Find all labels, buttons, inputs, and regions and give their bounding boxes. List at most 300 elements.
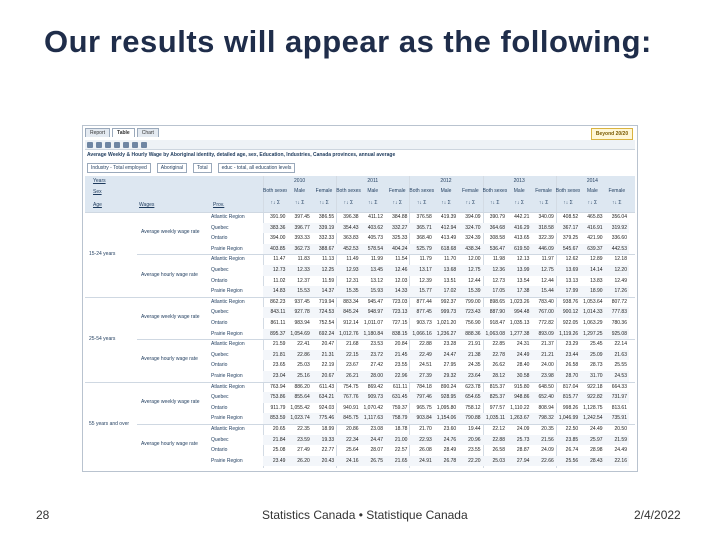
data-cell: 1,236.27 xyxy=(436,330,457,337)
data-cell: 1,180.84 xyxy=(363,330,383,337)
print-icon[interactable] xyxy=(96,142,102,148)
province-label: Atlantic Region xyxy=(211,214,245,220)
data-cell: 13.83 xyxy=(590,277,603,284)
data-cell: 825.37 xyxy=(489,394,505,401)
sort-control[interactable]: ↑↓ Σ xyxy=(587,200,598,206)
data-table-screenshot xyxy=(82,125,638,472)
data-cell: 13.54 xyxy=(516,277,530,284)
data-cell: 23.55 xyxy=(394,362,408,369)
data-cell: 12.31 xyxy=(346,277,359,284)
sort-control[interactable]: ↑↓ Σ xyxy=(270,200,280,206)
data-cell: 815.37 xyxy=(489,383,505,390)
age-group-label: 55 years and over xyxy=(89,421,130,427)
data-cell: 14.83 xyxy=(272,288,286,295)
province-label: Quebec xyxy=(211,267,229,273)
aboriginal-filter[interactable]: Aboriginal xyxy=(157,163,187,173)
data-cell: 11.13 xyxy=(322,256,335,263)
wage-type-label: Average weekly wage rate xyxy=(141,398,200,405)
data-cell: 753.86 xyxy=(270,394,286,401)
data-cell: 21.91 xyxy=(468,341,481,348)
group-divider xyxy=(205,212,635,213)
data-cell: 442.21 xyxy=(514,214,530,220)
chart-icon[interactable] xyxy=(132,142,138,148)
data-cell: 405.73 xyxy=(367,235,383,242)
data-cell: 22.77 xyxy=(321,447,335,454)
footer-source: Statistics Canada • Statistique Canada xyxy=(262,508,468,522)
data-cell: 724.53 xyxy=(318,309,335,316)
data-cell: 26.21 xyxy=(346,373,359,379)
data-cell: 28.73 xyxy=(590,362,603,369)
data-cell: 1,046.99 xyxy=(558,415,579,422)
data-cell: 652.40 xyxy=(538,394,554,401)
data-cell: 12.33 xyxy=(297,267,310,273)
data-cell: 948.97 xyxy=(367,309,383,316)
data-cell: 895.37 xyxy=(270,330,286,337)
data-cell: 416.91 xyxy=(587,224,603,231)
data-cell: 664.33 xyxy=(611,383,627,390)
data-grid xyxy=(85,176,635,468)
sex-subheader[interactable]: Male xyxy=(513,188,525,194)
wage-header-label[interactable]: Wages xyxy=(139,202,155,208)
data-cell: 12.46 xyxy=(394,267,408,273)
data-cell: 24.53 xyxy=(614,373,627,379)
data-cell: 1,066.16 xyxy=(412,330,432,337)
data-cell: 403.62 xyxy=(367,224,383,231)
data-cell: 404.24 xyxy=(392,245,408,252)
data-cell: 12.20 xyxy=(614,267,627,273)
total-filter[interactable]: Total xyxy=(193,163,212,173)
data-cell: 396.77 xyxy=(294,224,310,231)
data-cell: 336.60 xyxy=(611,235,627,242)
sex-subheader[interactable]: Both sexes xyxy=(482,188,507,194)
data-cell: 21.31 xyxy=(321,351,335,358)
data-cell: 11.49 xyxy=(346,256,359,263)
data-cell: 23.85 xyxy=(565,436,579,443)
data-cell: 1,242.54 xyxy=(583,415,603,422)
data-cell: 998.26 xyxy=(562,404,579,411)
data-cell: 845.24 xyxy=(343,309,359,316)
data-cell: 887.90 xyxy=(489,309,505,316)
data-cell: 23.64 xyxy=(468,373,481,379)
data-cell: 22.88 xyxy=(419,341,432,348)
data-cell: 20.35 xyxy=(541,426,554,432)
data-cell: 545.67 xyxy=(562,245,579,252)
wage-type-label: Average hourly wage rate xyxy=(141,356,198,363)
province-label: Prairie Region xyxy=(211,415,243,422)
data-cell: 31.70 xyxy=(590,373,603,379)
data-cell: 15.44 xyxy=(541,288,554,295)
data-cell: 12.37 xyxy=(297,277,310,284)
slide-date: 2/4/2022 xyxy=(634,508,681,522)
wage-divider xyxy=(137,424,205,425)
save-icon[interactable] xyxy=(87,142,93,148)
sex-subheader[interactable]: Female xyxy=(462,188,479,194)
sex-subheader[interactable]: Female xyxy=(535,188,552,194)
data-cell: 28.00 xyxy=(370,373,383,379)
data-cell: 354.43 xyxy=(343,224,359,231)
data-cell: 1,070.42 xyxy=(363,404,383,411)
group-divider xyxy=(205,254,635,255)
data-cell: 23.29 xyxy=(565,341,579,348)
data-cell: 727.15 xyxy=(392,320,408,326)
sort-control[interactable]: ↑↓ Σ xyxy=(416,200,427,206)
data-cell: 25.45 xyxy=(590,341,603,348)
data-cell: 11.02 xyxy=(273,277,286,284)
data-cell: 24.00 xyxy=(541,362,554,369)
data-cell: 362.73 xyxy=(294,245,310,252)
data-cell: 14.33 xyxy=(394,288,408,295)
data-cell: 24.49 xyxy=(590,426,603,432)
province-label: Atlantic Region xyxy=(211,298,245,305)
data-cell: 639.37 xyxy=(587,245,603,252)
sort-control[interactable]: ↑↓ Σ xyxy=(294,200,305,206)
data-cell: 22.93 xyxy=(419,436,432,443)
data-cell: 11.83 xyxy=(297,256,310,263)
wage-type-label: Average hourly wage rate xyxy=(141,271,198,278)
data-cell: 28.87 xyxy=(516,447,530,454)
data-cell: 12.18 xyxy=(614,256,627,263)
data-cell: 12.75 xyxy=(541,267,554,273)
year-header[interactable]: 2011 xyxy=(367,178,379,184)
data-cell: 325.33 xyxy=(392,235,408,242)
data-cell: 465.83 xyxy=(587,214,603,220)
dimension-filters xyxy=(87,163,295,173)
data-cell: 388.67 xyxy=(318,245,335,252)
data-cell: 877.45 xyxy=(416,309,432,316)
data-cell: 12.44 xyxy=(468,277,481,284)
data-cell: 22.49 xyxy=(419,351,432,358)
data-cell: 27.39 xyxy=(419,373,432,379)
data-cell: 26.62 xyxy=(492,362,505,369)
data-cell: 25.16 xyxy=(297,373,310,379)
province-label: Prairie Region xyxy=(211,373,243,379)
data-cell: 22.86 xyxy=(297,351,310,358)
sex-header-label[interactable]: Sex xyxy=(93,189,102,195)
years-header-label[interactable]: Years xyxy=(93,178,106,184)
data-cell: 611.43 xyxy=(319,383,335,390)
wage-divider xyxy=(137,339,205,340)
data-cell: 22.12 xyxy=(492,426,505,432)
data-cell: 1,128.75 xyxy=(583,404,603,411)
data-cell: 25.03 xyxy=(492,457,505,464)
data-cell: 22.78 xyxy=(492,351,505,358)
filter-icon[interactable] xyxy=(123,142,129,148)
data-cell: 994.48 xyxy=(514,309,530,316)
education-filter[interactable]: educ - total, all education levels xyxy=(218,163,296,173)
sex-subheader[interactable]: Both sexes xyxy=(555,188,581,194)
data-cell: 23.55 xyxy=(468,447,481,454)
data-cell: 11.98 xyxy=(492,256,505,263)
data-cell: 28.12 xyxy=(492,373,505,379)
data-cell: 925.08 xyxy=(611,330,627,337)
sex-subheader[interactable]: Male xyxy=(586,188,598,194)
data-cell: 999.73 xyxy=(440,309,457,316)
data-cell: 1,277.38 xyxy=(509,330,530,337)
sex-subheader[interactable]: Both sexes xyxy=(409,188,434,194)
data-cell: 13.13 xyxy=(565,277,579,284)
data-cell: 28.70 xyxy=(565,373,579,379)
data-cell: 11.54 xyxy=(395,256,408,263)
data-cell: 723.03 xyxy=(392,298,408,305)
data-cell: 442.53 xyxy=(611,245,627,252)
data-cell: 21.68 xyxy=(346,341,359,348)
sex-subheader[interactable]: Male xyxy=(294,188,305,194)
data-cell: 938.76 xyxy=(562,298,579,305)
wage-divider xyxy=(137,382,205,383)
group-divider xyxy=(205,339,635,340)
data-cell: 838.15 xyxy=(392,330,408,337)
province-label: Ontario xyxy=(211,277,228,284)
data-cell: 24.49 xyxy=(614,447,627,454)
data-cell: 446.09 xyxy=(538,245,554,252)
sex-subheader[interactable]: Male xyxy=(440,188,452,194)
data-cell: 22.14 xyxy=(614,341,627,348)
data-cell: 20.84 xyxy=(394,341,408,348)
data-cell: 843.11 xyxy=(270,309,286,316)
data-cell: 386.55 xyxy=(318,214,335,220)
age-header-label[interactable]: Age xyxy=(93,202,102,208)
data-cell: 799.00 xyxy=(465,298,481,305)
data-cell: 1,021.20 xyxy=(436,320,457,326)
province-label: Prairie Region xyxy=(211,330,243,337)
data-cell: 364.68 xyxy=(489,224,505,231)
toolbar xyxy=(85,140,635,150)
data-cell: 654.65 xyxy=(465,394,481,401)
data-cell: 977.57 xyxy=(489,404,505,411)
sort-icon[interactable] xyxy=(114,142,120,148)
data-cell: 758.12 xyxy=(465,404,481,411)
sex-subheader[interactable]: Female xyxy=(315,188,333,194)
data-cell: 723.13 xyxy=(392,309,408,316)
data-cell: 763.94 xyxy=(270,383,286,390)
data-cell: 619.50 xyxy=(514,245,530,252)
data-cell: 22.66 xyxy=(541,457,554,464)
sort-control[interactable]: ↑↓ Σ xyxy=(319,200,329,206)
data-cell: 23.60 xyxy=(443,426,457,432)
sex-subheader[interactable]: Both sexes xyxy=(263,188,288,194)
province-label: Ontario xyxy=(211,320,228,326)
industry-filter[interactable]: Industry - Total employed xyxy=(87,163,151,173)
data-cell: 21.37 xyxy=(541,341,554,348)
data-cell: 12.13 xyxy=(516,256,530,263)
wage-type-label: Average hourly wage rate xyxy=(141,441,198,448)
sort-control[interactable]: ↑↓ Σ xyxy=(343,200,354,206)
data-cell: 23.49 xyxy=(272,457,286,464)
data-cell: 1,154.06 xyxy=(436,415,457,422)
data-cell: 1,035.13 xyxy=(509,320,530,326)
data-cell: 308.58 xyxy=(489,235,505,242)
year-header[interactable]: 2014 xyxy=(586,178,598,184)
data-cell: 1,110.22 xyxy=(510,404,530,411)
data-cell: 17.05 xyxy=(492,288,505,295)
data-cell: 25.55 xyxy=(614,362,627,369)
data-cell: 618.68 xyxy=(440,245,457,252)
data-cell: 15.35 xyxy=(346,288,359,295)
sort-control[interactable]: ↑↓ Σ xyxy=(514,200,524,206)
data-cell: 22.19 xyxy=(321,362,335,369)
province-label: Atlantic Region xyxy=(211,383,245,390)
sort-control[interactable]: ↑↓ Σ xyxy=(392,200,402,206)
province-label: Atlantic Region xyxy=(211,256,245,263)
data-cell: 25.09 xyxy=(590,351,603,358)
data-cell: 12.75 xyxy=(468,267,481,273)
wage-type-label: Average weekly wage rate xyxy=(141,314,200,320)
data-cell: 1,014.33 xyxy=(583,309,603,316)
prov-header-label[interactable]: Prov. xyxy=(213,202,225,208)
sort-control[interactable]: ↑↓ Σ xyxy=(368,200,378,206)
data-cell: 817.04 xyxy=(562,383,579,390)
data-cell: 21.59 xyxy=(614,436,627,443)
data-cell: 13.45 xyxy=(370,267,383,273)
export-icon[interactable] xyxy=(105,142,111,148)
data-cell: 27.94 xyxy=(516,457,530,464)
help-icon[interactable] xyxy=(141,142,147,148)
year-header[interactable]: 2010 xyxy=(294,178,306,184)
data-cell: 1,053.64 xyxy=(583,298,603,305)
data-cell: 26.20 xyxy=(297,457,310,464)
data-cell: 28.98 xyxy=(590,447,603,454)
data-cell: 27.42 xyxy=(370,362,383,369)
sex-subheader[interactable]: Female xyxy=(608,188,626,194)
sort-control[interactable]: ↑↓ Σ xyxy=(490,200,500,206)
data-cell: 363.83 xyxy=(343,235,359,242)
data-cell: 15.39 xyxy=(468,288,481,295)
data-cell: 1,063.29 xyxy=(583,320,603,326)
data-cell: 22.57 xyxy=(394,447,408,454)
sort-control[interactable]: ↑↓ Σ xyxy=(465,200,476,206)
data-cell: 21.84 xyxy=(272,436,286,443)
data-cell: 11.97 xyxy=(541,256,554,263)
sex-subheader[interactable]: Male xyxy=(367,188,379,194)
data-cell: 886.20 xyxy=(294,383,310,390)
data-cell: 23.67 xyxy=(346,362,359,369)
province-label: Ontario xyxy=(211,235,228,242)
data-cell: 992.37 xyxy=(440,298,457,305)
age-divider xyxy=(85,382,137,383)
data-cell: 719.94 xyxy=(318,298,335,305)
data-cell: 29.32 xyxy=(443,373,457,379)
data-cell: 24.76 xyxy=(443,436,457,443)
data-cell: 20.47 xyxy=(321,341,335,348)
data-cell: 394.09 xyxy=(465,214,481,220)
data-cell: 12.39 xyxy=(419,277,432,284)
data-cell: 15.93 xyxy=(370,288,383,295)
sort-control[interactable]: ↑↓ Σ xyxy=(563,200,573,206)
data-cell: 411.12 xyxy=(368,214,383,220)
data-cell: 23.59 xyxy=(297,436,310,443)
data-cell: 22.50 xyxy=(565,426,579,432)
data-cell: 1,297.25 xyxy=(583,330,603,337)
sex-subheader[interactable]: Female xyxy=(388,188,406,194)
data-cell: 756.90 xyxy=(465,320,481,326)
data-cell: 20.50 xyxy=(614,426,627,432)
data-cell: 634.21 xyxy=(318,394,335,401)
year-header[interactable]: 2013 xyxy=(513,178,525,184)
data-cell: 1,023.74 xyxy=(290,415,310,422)
data-cell: 24.47 xyxy=(370,436,383,443)
data-cell: 12.44 xyxy=(541,277,554,284)
data-cell: 21.38 xyxy=(468,351,481,358)
data-cell: 25.56 xyxy=(565,457,579,464)
data-cell: 25.73 xyxy=(516,436,530,443)
data-cell: 735.91 xyxy=(611,415,627,422)
sort-control[interactable]: ↑↓ Σ xyxy=(538,200,549,206)
data-cell: 940.91 xyxy=(343,404,359,411)
data-cell: 23.08 xyxy=(370,426,383,432)
tab-chart[interactable]: Chart xyxy=(137,128,159,137)
data-cell: 11.47 xyxy=(273,256,286,263)
tab-report[interactable]: Report xyxy=(85,128,110,137)
province-label: Atlantic Region xyxy=(211,426,245,432)
data-cell: 845.75 xyxy=(343,415,359,422)
province-label: Quebec xyxy=(211,351,229,358)
data-cell: 30.58 xyxy=(516,373,530,379)
data-cell: 12.62 xyxy=(565,256,579,263)
age-divider xyxy=(85,212,137,213)
data-cell: 14.14 xyxy=(590,267,603,273)
data-cell: 22.20 xyxy=(468,457,481,464)
data-cell: 918.47 xyxy=(489,320,505,326)
data-cell: 24.49 xyxy=(516,351,530,358)
data-cell: 11.70 xyxy=(444,256,457,263)
data-cell: 948.86 xyxy=(514,394,530,401)
data-cell: 759.37 xyxy=(392,404,408,411)
data-cell: 390.79 xyxy=(489,214,505,220)
data-cell: 20.43 xyxy=(321,457,335,464)
data-cell: 903.84 xyxy=(416,415,432,422)
sort-control[interactable]: ↑↓ Σ xyxy=(612,200,622,206)
data-cell: 23.04 xyxy=(272,373,286,379)
data-cell: 26.74 xyxy=(565,447,579,454)
data-cell: 25.64 xyxy=(346,447,359,454)
tab-table[interactable]: Table xyxy=(112,128,135,137)
data-cell: 23.72 xyxy=(370,351,383,358)
data-cell: 413.49 xyxy=(440,235,457,242)
data-cell: 452.53 xyxy=(343,245,359,252)
data-cell: 890.24 xyxy=(440,383,457,390)
data-cell: 383.36 xyxy=(270,224,286,231)
data-cell: 915.80 xyxy=(514,383,530,390)
data-cell: 758.79 xyxy=(392,415,408,422)
data-cell: 723.43 xyxy=(465,309,481,316)
data-cell: 20.65 xyxy=(272,426,286,432)
data-cell: 15.77 xyxy=(419,288,432,295)
data-cell: 1,117.63 xyxy=(363,415,383,422)
year-header[interactable]: 2012 xyxy=(440,178,452,184)
sort-control[interactable]: ↑↓ Σ xyxy=(441,200,451,206)
data-cell: 17.02 xyxy=(443,288,457,295)
data-cell: 21.63 xyxy=(614,351,627,358)
data-cell: 324.39 xyxy=(465,235,481,242)
data-cell: 815.77 xyxy=(562,394,579,401)
data-cell: 983.94 xyxy=(294,320,310,326)
data-cell: 922.18 xyxy=(587,383,603,390)
data-cell: 22.16 xyxy=(614,457,627,464)
data-cell: 25.03 xyxy=(297,362,310,369)
data-cell: 11.59 xyxy=(322,277,335,284)
data-cell: 22.88 xyxy=(492,436,505,443)
data-cell: 752.54 xyxy=(318,320,335,326)
data-cell: 396.38 xyxy=(343,214,359,220)
sex-subheader[interactable]: Both sexes xyxy=(336,188,361,194)
data-cell: 813.61 xyxy=(611,404,627,411)
data-cell: 13.12 xyxy=(370,277,383,284)
data-cell: 13.99 xyxy=(516,267,530,273)
data-cell: 419.39 xyxy=(440,214,457,220)
data-cell: 12.73 xyxy=(272,267,286,273)
data-cell: 1,263.67 xyxy=(509,415,530,422)
data-cell: 368.40 xyxy=(416,235,432,242)
